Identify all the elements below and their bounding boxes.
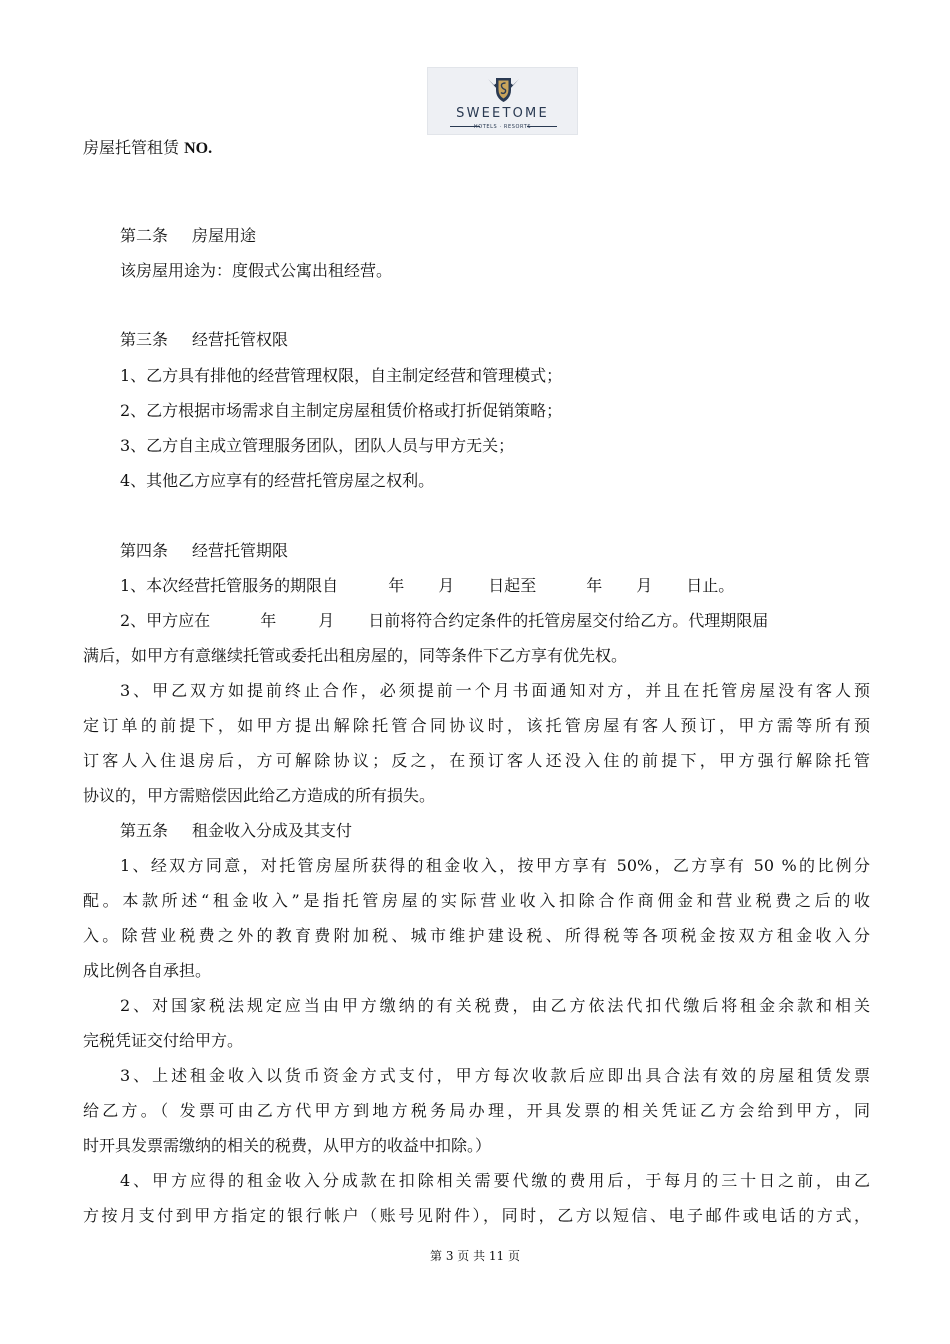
article2-heading-title: 房屋用途 [192, 226, 257, 245]
article3-item: 1、乙方具有排他的经营管理权限，自主制定经营和管理模式； [120, 366, 563, 385]
article4-paragraph-line: 协议的，甲方需赔偿因此给乙方造成的所有损失。 [83, 786, 436, 805]
term-month-2: 月 [636, 576, 653, 595]
term-day-1: 日起至 [488, 576, 537, 595]
article5-paragraph-line: 时开具发票需缴纳的相关的税费，从甲方的收益中扣除。） [83, 1136, 492, 1155]
contract-number-label: NO. [184, 140, 213, 157]
delivery-text-start: 2、甲方应在 [120, 611, 211, 630]
article2-line: 该房屋用途为：度假式公寓出租经营。 [120, 261, 393, 280]
delivery-year: 年 [260, 611, 277, 630]
article5-paragraph-line: 入。除营业税费之外的教育费附加税、城市维护建设税、所得税等各项税金按双方租金收入分 [83, 926, 870, 945]
article3-heading-title: 经营托管权限 [192, 330, 289, 349]
article4-delivery-line [120, 609, 768, 633]
article4-paragraph-line: 3、甲乙双方如提前终止合作，必须提前一个月书面通知对方，并且在托管房屋没有客人预 [120, 681, 870, 700]
article3-item: 3、乙方自主成立管理服务团队，团队人员与甲方无关； [120, 436, 515, 455]
article5-paragraph-line: 成比例各自承担。 [83, 961, 212, 980]
article5-paragraph-line: 2、对国家税法规定应当由甲方缴纳的有关税费，由乙方依法代扣代缴后将租金余款和相关 [120, 996, 870, 1015]
page-number-footer: 第 3 页 共 11 页 [430, 1249, 520, 1263]
article3-item: 4、其他乙方应享有的经营托管房屋之权利。 [120, 471, 435, 490]
term-month-1: 月 [438, 576, 455, 595]
term-day-2: 日止。 [686, 576, 735, 595]
article2-heading-number: 第二条 [120, 226, 169, 245]
contract-title [83, 136, 212, 161]
article3-heading-number: 第三条 [120, 330, 169, 349]
delivery-text-end: 日前将符合约定条件的托管房屋交付给乙方。代理期限届 [368, 611, 769, 630]
article5-paragraph-line: 给乙方。（ 发票可由乙方代甲方到地方税务局办理，开具发票的相关凭证乙方会给到甲方，同 [83, 1101, 870, 1120]
delivery-month: 月 [318, 611, 335, 630]
logo-tagline: HOTELS · RESORTS [473, 124, 532, 130]
term-year-2: 年 [586, 576, 603, 595]
logo-brand-text: SWEETOME [456, 106, 549, 121]
article5-paragraph-line: 配。本款所述“租金收入”是指托管房屋的实际营业收入扣除合作商佣金和营业税费之后的收 [83, 891, 870, 910]
sweetome-logo [427, 67, 578, 135]
article5-paragraph-line: 完税凭证交付给甲方。 [83, 1031, 244, 1050]
article4-heading-number: 第四条 [120, 541, 169, 560]
article5-heading [120, 819, 352, 843]
article4-heading-title: 经营托管期限 [192, 541, 289, 560]
article5-paragraph-line: 3、上述租金收入以货币资金方式支付，甲方每次收款后应即出具合法有效的房屋租赁发票 [120, 1066, 870, 1085]
article4-term-line [120, 574, 734, 598]
article5-paragraph-line: 1、经双方同意，对托管房屋所获得的租金收入，按甲方享有 50%，乙方享有 50 %的比例分 [120, 856, 870, 875]
article5-paragraph-line: 4、甲方应得的租金收入分成款在扣除相关需要代缴的费用后，于每月的三十日之前，由乙 [120, 1171, 870, 1190]
article2-heading [120, 224, 256, 248]
article5-paragraph-line: 方按月支付到甲方指定的银行帐户（账号见附件），同时，乙方以短信、电子邮件或电话的方式， [83, 1206, 870, 1225]
article5-heading-number: 第五条 [120, 821, 169, 840]
article4-heading [120, 539, 288, 563]
term-year-1: 年 [388, 576, 405, 595]
term-text-start: 1、本次经营托管服务的期限自 [120, 576, 339, 595]
article3-item: 2、乙方根据市场需求自主制定房屋租赁价格或打折促销策略； [120, 401, 563, 420]
article4-paragraph-line: 定订单的前提下，如甲方提出解除托管合同协议时，该托管房屋有客人预订，甲方需等所有预 [83, 716, 870, 735]
article4-paragraph-line: 满后，如甲方有意继续托管或委托出租房屋的，同等条件下乙方享有优先权。 [83, 646, 628, 665]
article5-heading-title: 租金收入分成及其支付 [192, 821, 353, 840]
article4-paragraph-line: 订客人入住退房后，方可解除协议；反之，在预订客人还没入住的前提下，甲方强行解除托管 [83, 751, 870, 770]
contract-title-prefix: 房屋托管租赁 [83, 138, 185, 157]
article3-heading [120, 328, 288, 352]
